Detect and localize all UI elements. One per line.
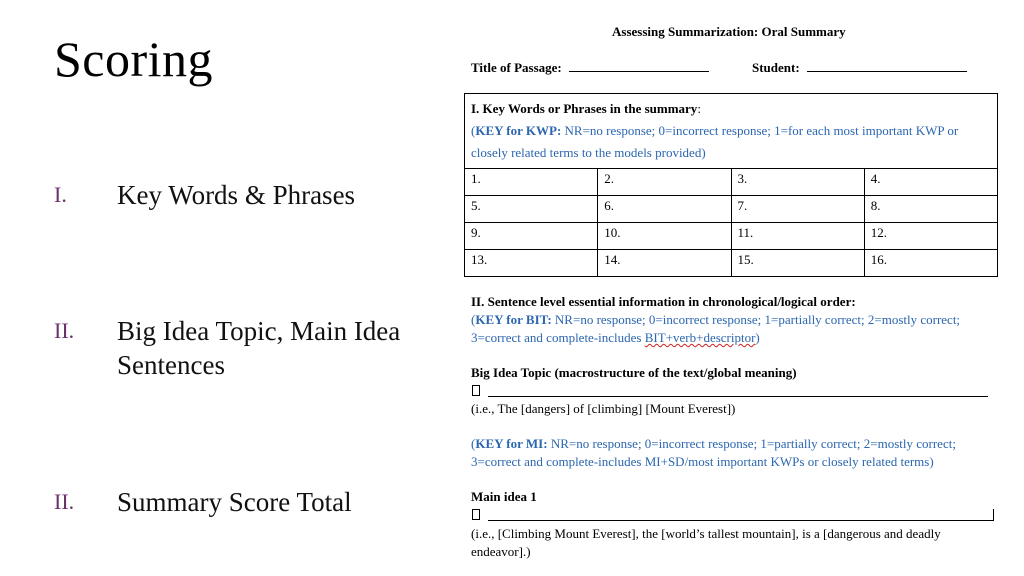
bit-key-text-2: 3=correct and complete-includes xyxy=(471,330,645,345)
bit-key-close: ) xyxy=(755,330,760,345)
table-row xyxy=(465,94,998,169)
section1-heading-suffix: : xyxy=(697,101,701,116)
student-blank xyxy=(807,60,967,72)
kwp-cell: 5. xyxy=(465,196,598,223)
kwp-key-text: NR=no response; 0=incorrect response; 1=for each most important KWP or closely related terms to the models provided) xyxy=(471,123,959,160)
big-idea-heading: Big Idea Topic (macrostructure of the text/global meaning) xyxy=(471,365,797,380)
big-idea-answer-line[interactable] xyxy=(488,396,988,397)
section1-heading: I. Key Words or Phrases in the summary xyxy=(471,101,698,116)
student-label: Student: xyxy=(752,60,800,75)
kwp-cell: 13. xyxy=(465,250,598,277)
outline-text: Big Idea Topic, Main Idea Sentences xyxy=(117,316,401,380)
kwp-cell: 9. xyxy=(465,223,598,250)
main-idea-checkbox[interactable] xyxy=(472,509,480,520)
table-row xyxy=(465,223,998,250)
kwp-key-open: ( xyxy=(471,123,476,138)
kwp-key-label: KEY for KWP: xyxy=(475,123,562,138)
outline-number: II. xyxy=(54,489,75,514)
kwp-cell: 16. xyxy=(864,250,997,277)
kwp-cell: 3. xyxy=(731,169,864,196)
kwp-cell: 7. xyxy=(731,196,864,223)
kwp-cell: 15. xyxy=(731,250,864,277)
title-of-passage-label: Title of Passage: xyxy=(471,60,562,75)
bit-key-open: ( xyxy=(471,312,476,327)
scoring-document xyxy=(462,18,1002,574)
big-idea-example: (i.e., The [dangers] of [climbing] [Mount Everest]) xyxy=(471,401,736,416)
bit-key-line-1 xyxy=(471,312,960,328)
main-idea-answer-line[interactable] xyxy=(488,520,994,521)
mi-key-text: NR=no response; 0=incorrect response; 1=partially correct; 2=mostly correct; xyxy=(547,436,956,451)
slide-title: Scoring xyxy=(54,31,214,87)
big-idea-checkbox[interactable] xyxy=(472,385,480,396)
table-row xyxy=(465,169,998,196)
title-of-passage-field xyxy=(471,60,709,76)
bit-formula: BIT+verb+descriptor xyxy=(644,330,756,345)
kwp-key xyxy=(471,120,991,164)
table-row xyxy=(465,196,998,223)
title-of-passage-blank xyxy=(569,60,709,72)
bit-key-line-2 xyxy=(471,330,760,346)
kwp-cell: 14. xyxy=(598,250,731,277)
outline-text: Summary Score Total xyxy=(117,487,352,517)
mi-key-open: ( xyxy=(471,436,476,451)
bit-key-text: NR=no response; 0=incorrect response; 1=partially correct; 2=mostly correct; xyxy=(551,312,961,327)
main-idea-answer-line-end xyxy=(993,509,994,521)
student-field xyxy=(752,60,967,76)
kwp-cell: 1. xyxy=(465,169,598,196)
kwp-cell: 11. xyxy=(731,223,864,250)
kwp-table xyxy=(464,93,998,277)
kwp-cell: 4. xyxy=(864,169,997,196)
main-idea-example-1: (i.e., [Climbing Mount Everest], the [world’s tallest mountain], is a [dangerous and deadly xyxy=(471,526,941,541)
kwp-cell: 2. xyxy=(598,169,731,196)
section2-heading: II. Sentence level essential information in chronological/logical order: xyxy=(471,294,856,309)
table-row xyxy=(465,250,998,277)
kwp-cell: 12. xyxy=(864,223,997,250)
main-idea-example-2: endeavor].) xyxy=(471,544,531,559)
outline-text: Key Words & Phrases xyxy=(117,180,356,210)
outline-number: II. xyxy=(54,318,75,343)
document-title: Assessing Summarization: Oral Summary xyxy=(612,24,846,39)
kwp-cell: 8. xyxy=(864,196,997,223)
kwp-cell: 10. xyxy=(598,223,731,250)
kwp-cell: 6. xyxy=(598,196,731,223)
kwp-table-header xyxy=(465,94,998,169)
mi-key-line-2: 3=correct and complete-includes MI+SD/most important KWPs or closely related terms) xyxy=(471,454,934,469)
mi-key-line-1 xyxy=(471,436,956,452)
outline-number: I. xyxy=(54,182,67,207)
main-idea-heading: Main idea 1 xyxy=(471,489,537,504)
mi-key-label: KEY for MI: xyxy=(475,436,548,451)
bit-key-label: KEY for BIT: xyxy=(475,312,552,327)
